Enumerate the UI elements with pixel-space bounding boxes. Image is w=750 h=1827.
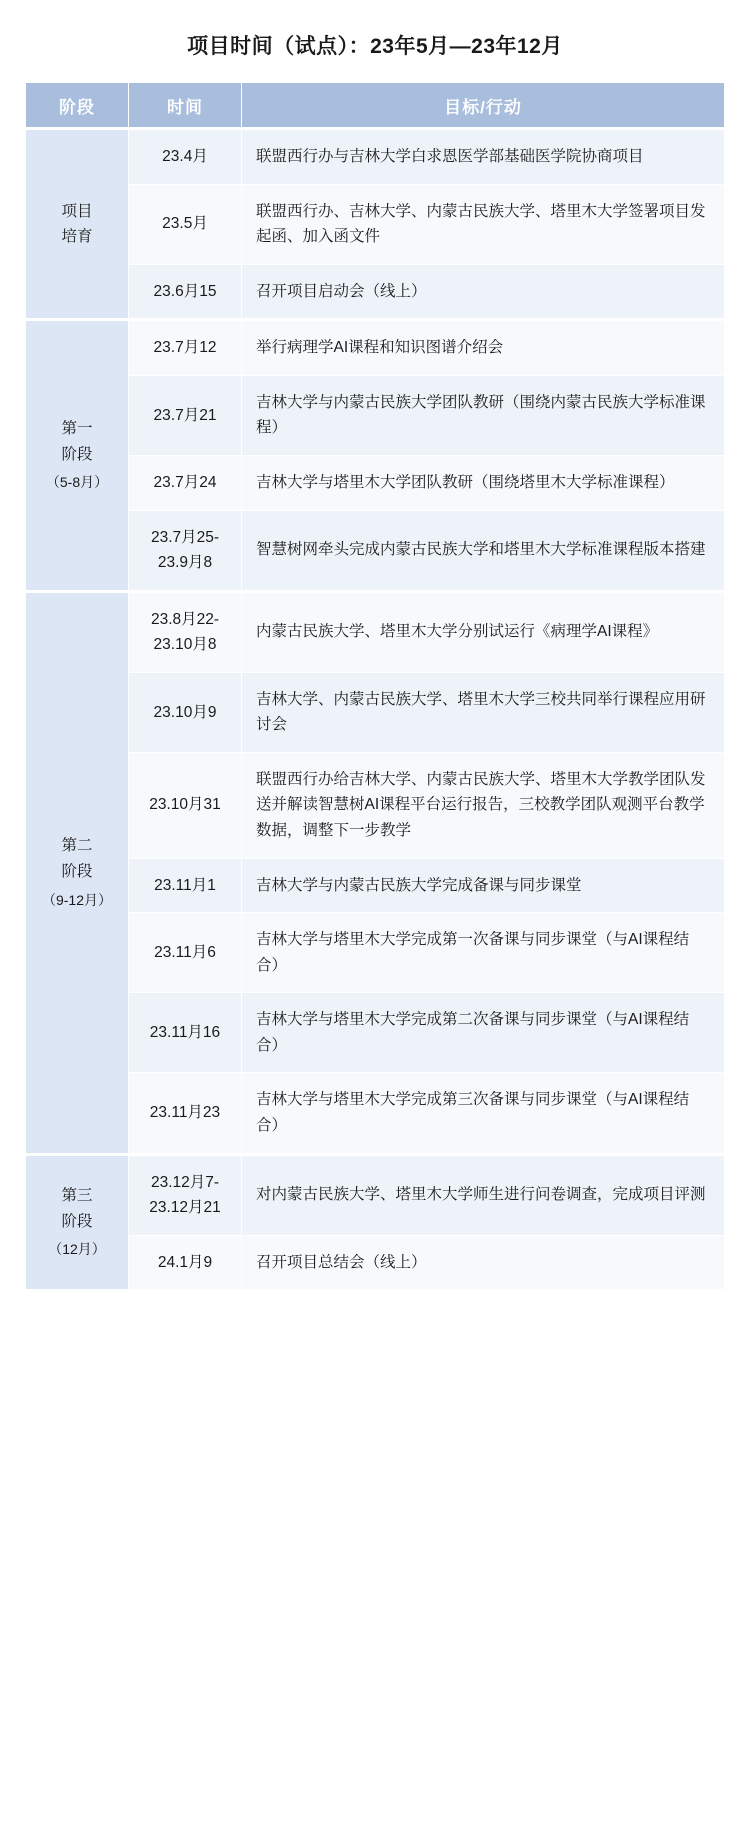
goal-cell: 内蒙古民族大学、塔里木大学分别试运行《病理学AI课程》 <box>242 591 725 672</box>
table-row <box>26 672 725 752</box>
time-cell: 23.7月21 <box>129 375 242 455</box>
table-header-row <box>26 83 725 129</box>
time-cell: 23.10月9 <box>129 672 242 752</box>
stage-cell: 项目 培育 <box>26 129 129 320</box>
stage-sublabel: （5-8月） <box>45 474 109 491</box>
goal-cell: 吉林大学与塔里木大学完成第三次备课与同步课堂（与AI课程结合） <box>242 1073 725 1154</box>
time-cell: 23.8月22-23.10月8 <box>129 591 242 672</box>
time-cell: 23.5月 <box>129 184 242 264</box>
table-row <box>26 1073 725 1154</box>
goal-cell: 联盟西行办给吉林大学、内蒙古民族大学、塔里木大学教学团队发送并解读智慧树AI课程平台运行报告，三校教学团队观测平台教学数据，调整下一步教学 <box>242 752 725 858</box>
column-header-time: 时间 <box>129 83 242 129</box>
table-row <box>26 1154 725 1235</box>
table-header <box>26 83 725 129</box>
time-cell: 23.12月7-23.12月21 <box>129 1154 242 1235</box>
goal-cell: 联盟西行办、吉林大学、内蒙古民族大学、塔里木大学签署项目发起函、加入函文件 <box>242 184 725 264</box>
time-cell: 23.6月15 <box>129 264 242 320</box>
goal-cell: 吉林大学与内蒙古民族大学团队教研（围绕内蒙古民族大学标准课程） <box>242 375 725 455</box>
goal-cell: 吉林大学与塔里木大学完成第一次备课与同步课堂（与AI课程结合） <box>242 913 725 993</box>
table-row <box>26 375 725 455</box>
stage-sublabel: （9-12月） <box>41 891 113 908</box>
table-row <box>26 264 725 320</box>
time-cell: 24.1月9 <box>129 1235 242 1290</box>
table-row <box>26 320 725 376</box>
table-row <box>26 993 725 1073</box>
time-cell: 23.7月24 <box>129 455 242 510</box>
column-header-goal: 目标/行动 <box>242 83 725 129</box>
table-body <box>26 129 725 1290</box>
table-row <box>26 510 725 591</box>
table-row <box>26 184 725 264</box>
stage-cell: 第三 阶段 （12月） <box>26 1154 129 1290</box>
table-row <box>26 1235 725 1290</box>
table-row <box>26 129 725 185</box>
goal-cell: 吉林大学、内蒙古民族大学、塔里木大学三校共同举行课程应用研讨会 <box>242 672 725 752</box>
time-cell: 23.11月16 <box>129 993 242 1073</box>
table-row <box>26 455 725 510</box>
time-cell: 23.4月 <box>129 129 242 185</box>
page-title: 项目时间（试点）：23年5月—23年12月 <box>187 35 563 58</box>
time-cell: 23.7月12 <box>129 320 242 376</box>
goal-cell: 智慧树网牵头完成内蒙古民族大学和塔里木大学标准课程版本搭建 <box>242 510 725 591</box>
time-cell: 23.11月1 <box>129 858 242 913</box>
stage-cell: 第二 阶段 （9-12月） <box>26 591 129 1154</box>
goal-cell: 召开项目总结会（线上） <box>242 1235 725 1290</box>
schedule-table <box>25 82 725 1290</box>
stage-sublabel: （12月） <box>48 1241 106 1258</box>
table-row <box>26 858 725 913</box>
column-header-stage: 阶段 <box>26 83 129 129</box>
goal-cell: 对内蒙古民族大学、塔里木大学师生进行问卷调查，完成项目评测 <box>242 1154 725 1235</box>
table-row <box>26 591 725 672</box>
stage-cell: 第一 阶段 （5-8月） <box>26 320 129 591</box>
goal-cell: 召开项目启动会（线上） <box>242 264 725 320</box>
goal-cell: 联盟西行办与吉林大学白求恩医学部基础医学院协商项目 <box>242 129 725 185</box>
table-row <box>26 913 725 993</box>
table-row <box>26 752 725 858</box>
goal-cell: 吉林大学与内蒙古民族大学完成备课与同步课堂 <box>242 858 725 913</box>
goal-cell: 吉林大学与塔里木大学团队教研（围绕塔里木大学标准课程） <box>242 455 725 510</box>
time-cell: 23.11月23 <box>129 1073 242 1154</box>
goal-cell: 举行病理学AI课程和知识图谱介绍会 <box>242 320 725 376</box>
time-cell: 23.10月31 <box>129 752 242 858</box>
time-cell: 23.11月6 <box>129 913 242 993</box>
goal-cell: 吉林大学与塔里木大学完成第二次备课与同步课堂（与AI课程结合） <box>242 993 725 1073</box>
time-cell: 23.7月25-23.9月8 <box>129 510 242 591</box>
